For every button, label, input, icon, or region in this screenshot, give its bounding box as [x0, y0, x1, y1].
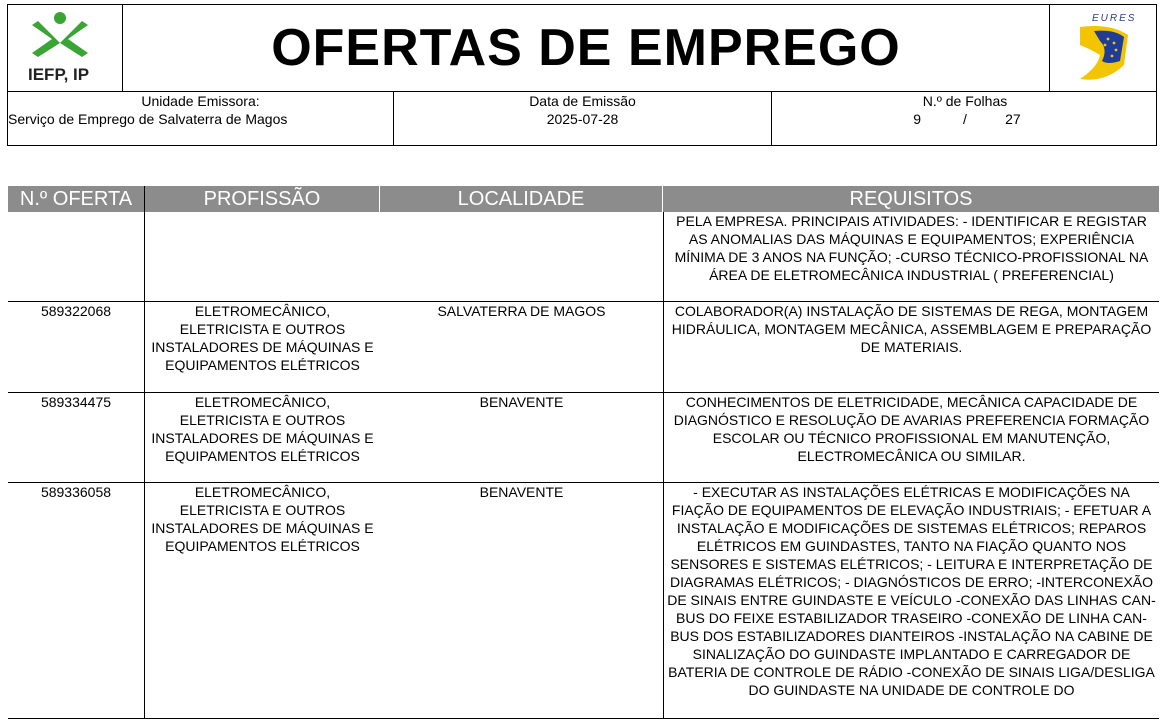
folhas-total: 27 [1005, 111, 1021, 127]
folhas-current: 9 [913, 111, 921, 127]
cell-localidade: BENAVENTE [479, 394, 564, 410]
cell-oferta [8, 212, 145, 302]
data-value: 2025-07-28 [546, 111, 619, 127]
cell-requisitos: COLABORADOR(A) INSTALAÇÃO DE SISTEMAS DE REGA, MONTAGEM HIDRÁULICA, MONTAGEM MECÂNICA, ASSEMBLAGEM E PREPARAÇÃO DE MATERIAIS. [663, 302, 1159, 392]
table-header [8, 186, 1159, 212]
table-row [8, 212, 1159, 302]
iefp-logo-text: IEFP, IP [28, 65, 90, 84]
header-oferta: N.º OFERTA [8, 186, 145, 212]
header-localidade: LOCALIDADE [380, 186, 663, 212]
document-header [7, 4, 1157, 92]
table-row [8, 302, 1159, 393]
eures-logo-text: EURES [1092, 13, 1137, 24]
cell-profissao: ELETROMECÂNICO, ELETRICISTA E OUTROS INSTALADORES DE MÁQUINAS E EQUIPAMENTOS ELÉTRICOS [151, 394, 374, 464]
cell-profissao: ELETROMECÂNICO, ELETRICISTA E OUTROS INSTALADORES DE MÁQUINAS E EQUIPAMENTOS ELÉTRICOS [151, 484, 374, 554]
header-requisitos: REQUISITOS [849, 188, 973, 210]
unidade-label: Unidade Emissora: [141, 93, 260, 109]
header-profissao: PROFISSÃO [145, 186, 380, 212]
table-row [8, 483, 1159, 719]
iefp-logo-icon [8, 5, 123, 65]
unidade-emissora [8, 91, 394, 145]
cell-requisitos: CONHECIMENTOS DE ELETRICIDADE, MECÂNICA CAPACIDADE DE DIAGNÓSTICO E RESOLUÇÃO DE AVARIAS PREFERENCIA FORMAÇÃO ESCOLAR OU TÉCNICO PROFISSIONAL EM MANUTENÇÃO, ELECTROMECÂNICA OU SIMILAR. [663, 393, 1159, 482]
unidade-value: Serviço de Emprego de Salvaterra de Magos [8, 111, 288, 127]
cell-requisitos: PELA EMPRESA. PRINCIPAIS ATIVIDADES: - IDENTIFICAR E REGISTAR AS ANOMALIAS DAS MÁQUINAS E EQUIPAMENTOS; EXPERIÊNCIA MÍNIMA DE 3 ANOS NA FUNÇÃO; -CURSO TÉCNICO-PROFISSIONAL NA ÁREA DE ELETROMECÂNICA INDUSTRIAL ( PREFERENCIAL) [663, 212, 1159, 302]
cell-localidade: BENAVENTE [479, 484, 564, 500]
data-emissao [394, 91, 772, 145]
eures-logo [1049, 5, 1156, 91]
table-row [8, 393, 1159, 483]
folhas-value [903, 110, 1027, 129]
cell-oferta: 589322068 [8, 302, 145, 392]
cell-requisitos: - EXECUTAR AS INSTALAÇÕES ELÉTRICAS E MODIFICAÇÕES NA FIAÇÃO DE EQUIPAMENTOS DE ELEVAÇÃO INDUSTRIAIS; - EFETUAR A INSTALAÇÃO E MODIFICAÇÕES DE SISTEMAS ELÉTRICOS; REPAROS ELÉTRICOS EM GUINDASTES, TANTO NA FIAÇÃO QUANTO NOS SENSORES E SISTEMAS ELÉTRICOS; - LEITURA E INTERPRETAÇÃO DE DIAGRAMAS ELÉTRICOS; - DIAGNÓSTICOS DE ERRO; -INTERCONEXÃO DE SINAIS ENTRE GUINDASTE E VEÍCULO -CONEXÃO DAS LINHAS CAN-BUS DO FEIXE ESTABILIZADOR TRASEIRO -CONEXÃO DE LINHA CAN-BUS DOS ESTABILIZADORES DIANTEIROS -INSTALAÇÃO NA CABINE DE SINALIZAÇÃO DO GUINDASTE IMPLANTADO E CARREGADOR DE BATERIA DE CONTROLE DE RÁDIO -CONEXÃO DE SINAIS LIGA/DESLIGA DO GUINDASTE NA UNIDADE DE CONTROLE DO [663, 483, 1159, 719]
cell-localidade: SALVATERRA DE MAGOS [437, 303, 606, 319]
cell-profissao: ELETROMECÂNICO, ELETRICISTA E OUTROS INSTALADORES DE MÁQUINAS E EQUIPAMENTOS ELÉTRICOS [151, 303, 374, 373]
iefp-logo [8, 5, 123, 91]
page-title: OFERTAS DE EMPREGO [271, 19, 901, 77]
folhas-label: N.º de Folhas [922, 93, 1008, 109]
data-label: Data de Emissão [529, 93, 636, 109]
numero-folhas [772, 91, 1158, 145]
folhas-sep: / [963, 111, 967, 127]
cell-oferta: 589334475 [8, 393, 145, 482]
document-meta [7, 91, 1157, 146]
cell-oferta: 589336058 [8, 483, 145, 719]
